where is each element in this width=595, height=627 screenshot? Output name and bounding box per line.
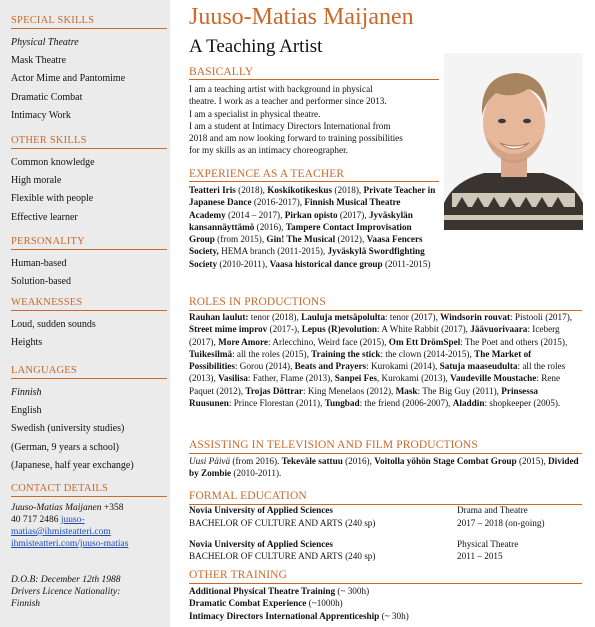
experience-title: Koskikotikeskus [267, 185, 333, 195]
basically-line: I am a specialist in physical theatre. [189, 108, 321, 119]
role-title: Trojas Döttrar [245, 385, 303, 396]
role-title: Windsorin rouvat [440, 312, 511, 322]
education-years: 2017 – 2018 (on-going) [457, 518, 545, 528]
skill-item: Effective learner [11, 211, 78, 223]
experience-heading: EXPERIENCE AS A TEACHER [189, 168, 439, 182]
experience-detail: (2011-2015) [382, 258, 431, 269]
production-title: Voitolla yöhön Stage Combat Group [374, 456, 517, 466]
basically-line: 2018 and am now looking forward to training possibilities [189, 133, 403, 144]
role-detail: : the clown (2014-2015), [380, 348, 475, 359]
skill-item: Mask Theatre [11, 55, 67, 67]
role-detail: : The Poet and others (2015), [460, 336, 568, 347]
role-detail: : Rene Paquet (2012), [189, 373, 561, 396]
production-title: Divided by Zombie [189, 456, 579, 479]
nationality: Finnish [11, 599, 41, 609]
role-detail: : Kurokami (2014), [366, 361, 440, 372]
experience-detail: (2014 – 2017), [225, 209, 285, 220]
role-detail: : Gorou (2014), [234, 361, 295, 372]
experience-title: Finnish Musical Theatre Academy [189, 197, 401, 220]
skill-item: Physical Theatre [11, 37, 79, 48]
role-title: More Amore [218, 336, 269, 347]
experience-detail: (2017), [337, 209, 369, 220]
email-link-continued[interactable]: matias@ihmisteatteri.com [11, 527, 111, 537]
experience-detail: (2010-2011), [217, 258, 270, 269]
basically-line: theatre. I work as a teacher and performer since 2013. [189, 96, 387, 107]
role-detail: tenor (2018), [248, 312, 302, 322]
experience-title: Private Teacher in Japanese Dance [189, 185, 436, 208]
experience-title: Pirkan opisto [284, 209, 338, 220]
personality-heading: PERSONALITY [11, 236, 167, 250]
roles-heading: ROLES IN PRODUCTIONS [189, 296, 582, 311]
language-item: (German, 9 years a school) [11, 441, 120, 453]
role-detail: : The Big Guy (2011), [417, 385, 502, 396]
role-title: The Market of Possibilities [189, 348, 532, 372]
experience-title: Vaasa historical dance group [269, 258, 383, 269]
experience-title: Teatteri Iris [189, 185, 236, 195]
role-detail: : the friend (2006-2007), [359, 398, 453, 409]
personality-item: Solution-based [11, 276, 71, 288]
language-item: English [11, 405, 42, 417]
role-detail: : A White Rabbit (2017), [377, 324, 471, 335]
other-skills-section [11, 135, 167, 227]
experience-detail: (2016), [254, 221, 286, 232]
portrait-photo-image [444, 53, 583, 230]
training-item: Additional Physical Theatre Training (~ 300h) [189, 586, 370, 596]
education-field: Drama and Theatre [457, 505, 528, 515]
person-role: A Teaching Artist [189, 36, 323, 57]
role-title: Street mime improv [189, 324, 268, 335]
training-item: Dramatic Combat Experience (~1000h) [189, 598, 343, 609]
role-title: Tungbad [324, 398, 360, 409]
education-degree: BACHELOR OF CULTURE AND ARTS (240 sp) [189, 551, 376, 561]
contact-name: Juuso-Matias Maijanen [11, 503, 102, 513]
experience-title: Gin! The Musical [266, 234, 336, 245]
education-school: Novia University of Applied Sciences [189, 505, 333, 515]
tv-film-text [189, 455, 581, 480]
basically-line: I am a teaching artist with background in physical [189, 84, 373, 94]
experience-title: Vaasa Fencers Society, [189, 234, 423, 257]
contact-phone-prefix: +358 [101, 503, 124, 513]
role-detail: : Prince Florestan (2011), [228, 398, 325, 409]
basically-line: I am a student at Intimacy Directors International from [189, 120, 391, 131]
production-title: Tekeväle sattuu [281, 456, 343, 466]
role-title: Lepus (R)evolution [301, 324, 377, 335]
personality-item: Human-based [11, 258, 67, 269]
role-title: Mask [395, 385, 418, 396]
basically-line: for my skills as an intimacy choreographer. [189, 145, 348, 156]
experience-title: Jyväskylän kansannäyttämö [189, 209, 413, 232]
role-detail: : Iceberg (2017), [189, 324, 560, 347]
education-school: Novia University of Applied Sciences [189, 539, 333, 549]
contact-phone: 40 717 2486 [11, 515, 61, 525]
personality-section [11, 236, 167, 291]
language-item: (Japanese, half year exchange) [11, 459, 134, 471]
language-item: Swedish (university studies) [11, 423, 125, 435]
experience-title: Tampere Contact Improvisation Group [189, 221, 412, 245]
experience-detail: (2018), [332, 185, 364, 195]
role-detail: : Father, Flame (2013), [247, 373, 335, 384]
role-title: Lauluja metsäpolulta [301, 312, 386, 322]
contact-heading: CONTACT DETAILS [11, 483, 167, 497]
skill-item: High morale [11, 175, 62, 187]
role-detail: : Pistooli (2017), [510, 312, 573, 322]
training-item: Intimacy Directors International Apprenticeship (~ 30h) [189, 610, 409, 621]
role-title: Satuja maaseudulta [439, 361, 518, 372]
weaknesses-heading: WEAKNESSES [11, 297, 167, 311]
skill-item: Common knowledge [11, 157, 95, 168]
production-detail: (2015), [516, 456, 549, 466]
production-detail: (from 2016). [230, 456, 282, 466]
role-title: Training the stick [311, 348, 381, 359]
basically-text [189, 83, 441, 157]
other-training-heading: OTHER TRAINING [189, 569, 582, 584]
skill-item: Actor Mime and Pantomime [11, 73, 126, 85]
experience-detail: (2018), [235, 185, 268, 195]
basically-heading: BASICALLY [189, 66, 439, 80]
role-title: Vaudeville Moustache [450, 373, 537, 384]
role-title: Prinsessa Ruusunen [189, 385, 538, 409]
skill-item: Dramatic Combat [11, 91, 83, 103]
weaknesses-section [11, 297, 167, 352]
role-title: Sanpei Fes [334, 373, 377, 384]
language-item: Finnish [11, 387, 42, 398]
experience-detail: HEMA branch (2011-2015), [218, 246, 328, 257]
role-detail: : shopkeeper (2005). [484, 398, 561, 409]
education-degree: BACHELOR OF CULTURE AND ARTS (240 sp) [189, 518, 376, 528]
languages-heading: LANGUAGES [11, 365, 167, 379]
education-field: Physical Theatre [457, 539, 519, 549]
roles-text [189, 311, 581, 409]
person-name: Juuso-Matias Maijanen [189, 4, 414, 30]
production-title: Uusi Päivä [189, 456, 231, 466]
production-detail: (2016), [342, 456, 375, 466]
role-title: Rauhan laulut: [189, 312, 249, 322]
role-title: Om Ett DrömSpel [388, 336, 461, 347]
languages-section [11, 365, 167, 475]
role-detail: : all the roles (2015), [232, 348, 312, 359]
role-title: Jäävuorivaara [470, 324, 528, 335]
experience-detail: (2016-2017), [251, 197, 305, 208]
weakness-item: Heights [11, 337, 43, 349]
weakness-item: Loud, sudden sounds [11, 319, 96, 330]
drivers-licence: Drivers Licence Nationality: [11, 587, 121, 597]
skill-item: Intimacy Work [11, 109, 71, 121]
role-detail: : tenor (2017), [385, 312, 441, 322]
date-of-birth: D.O.B: December 12th 1988 [11, 575, 121, 585]
special-skills-section [11, 15, 167, 125]
education-heading: FORMAL EDUCATION [189, 490, 582, 505]
education-years: 2011 – 2015 [457, 551, 503, 561]
role-detail: : all the roles (2013), [189, 361, 566, 384]
website-link[interactable]: ihmisteatteri.com/juuso-matias [11, 539, 129, 549]
production-detail: (2010-2011). [231, 468, 282, 479]
role-title: Beats and Prayers [294, 361, 367, 372]
role-detail: : King Menelaos (2012), [302, 385, 396, 396]
role-title: Tuikesilmä [189, 348, 233, 359]
skill-item: Flexible with people [11, 193, 94, 205]
role-title: Vasilisa [218, 373, 248, 384]
contact-section [11, 483, 167, 610]
email-link[interactable]: juuso- [60, 515, 85, 525]
special-skills-heading: SPECIAL SKILLS [11, 15, 167, 29]
experience-detail: (from 2015), [214, 234, 267, 245]
experience-detail: (2012), [335, 234, 367, 245]
role-title: Aladdin [452, 398, 485, 409]
experience-text [189, 184, 439, 270]
role-detail: , Kurokami (2013), [376, 373, 451, 384]
other-training-list [189, 585, 581, 622]
role-detail: (2017-), [267, 324, 302, 335]
tv-film-heading: ASSISTING IN TELEVISION AND FILM PRODUCTIONS [189, 439, 582, 454]
sidebar [0, 0, 170, 627]
other-skills-heading: OTHER SKILLS [11, 135, 167, 149]
portrait-photo [444, 53, 583, 230]
role-detail: : Arlecchino, Weird face (2015), [268, 336, 389, 347]
experience-title: Jyväskylä Swordfighting Society [189, 246, 425, 269]
